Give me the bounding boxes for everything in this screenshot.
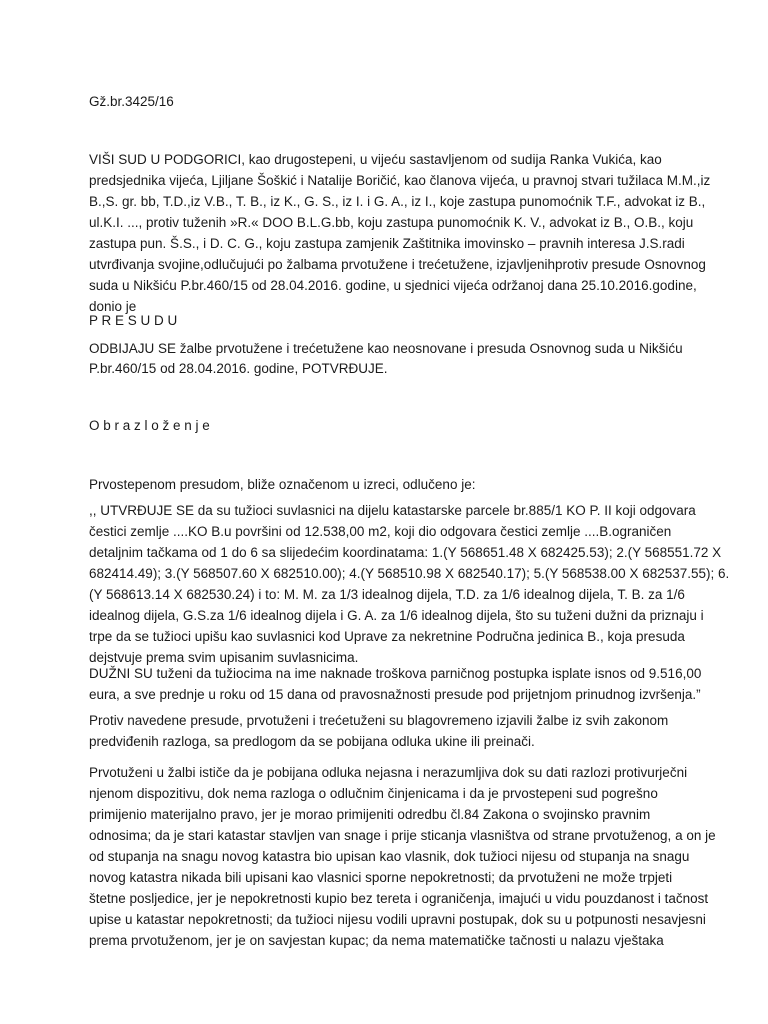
intro-line: suda u Nikšiću P.br.460/15 od 28.04.2016. godine, u sjednici vijeća održanoj dana 25.10.2016.godine, xyxy=(89,278,697,293)
verdict-line: P.br.460/15 od 28.04.2016. godine, POTVRĐUJE. xyxy=(89,361,388,376)
intro-line: ul.K.I. ..., protiv tuženih »R.« DOO B.L.G.bb, koju zastupa punomoćnik K. V., advokat iz B., O.B., koju xyxy=(89,215,694,230)
quote-line: idealnog dijela, G.S.za 1/6 idealnog dijela i G. A. za 1/6 idealnog dijela, što su tuženi dužni da priznaju i xyxy=(89,608,704,623)
defendant-line: štetne posljedice, jer je nepokretnosti kupio bez tereta i ograničenja, imajući u vidu pouzdanost i tačnost xyxy=(89,891,709,906)
first-instance-intro: Prvostepenom presudom, bliže označenom u izreci, odlučeno je: xyxy=(89,477,476,492)
quote-line: (Y 568613.14 X 682530.24) i to: M. M. za 1/3 idealnog dijela, T.D. za 1/6 idealnog dijela, T. B. za 1/6 xyxy=(89,587,685,602)
case-number: Gž.br.3425/16 xyxy=(89,94,174,109)
appeal-line: predviđenih razloga, sa predlogom da se pobijana odluka ukine ili preinači. xyxy=(89,734,535,749)
defendant-line: Prvotuženi u žalbi ističe da je pobijana odluka nejasna i nerazumljiva dok su dati razlozi protivurječni xyxy=(89,765,688,780)
verdict-heading: P R E S U D U xyxy=(89,313,178,328)
intro-line: VIŠI SUD U PODGORICI, kao drugostepeni, u vijeću sastavljenom od sudija Ranka Vukića, kao xyxy=(89,152,662,167)
reasoning-heading: O b r a z l o ž e n j e xyxy=(89,418,210,433)
defendant-line: odnosima; da je stari katastar stavljen van snage i prije sticanja vlasništva od strane prvotuženog, a on je xyxy=(89,828,716,843)
quote-line: dejstvuje prema svim upisanim suvlasnicima. xyxy=(89,650,359,665)
intro-line: B.,S. gr. bb, T.D.,iz V.B., T. B., iz K., G. S., iz I. i G. A., iz I., koje zastupa punomoćnik T.F., advokat iz B., xyxy=(89,194,706,209)
defendant-line: prema prvotuženom, jer je on savjestan kupac; da nema matematičke tačnosti u nalazu vještaka xyxy=(89,933,664,948)
intro-line: utvrđivanja svojine,odlučujući po žalbama prvotužene i trećetužene, izjavljenihprotiv presude Osnovnog xyxy=(89,257,706,272)
defendant-line: novog katastra nikada bili upisani kao vlasnici sporne nepokretnosti; da prvotuženi ne može trpjeti xyxy=(89,870,673,885)
intro-line: donio je xyxy=(89,299,137,314)
quote-line: trpe da se tužioci upišu kao suvlasnici kod Uprave za nekretnine Područna jedinica B., koja presuda xyxy=(89,629,685,644)
quote-line: 682414.49); 3.(Y 568507.60 X 682510.00); 4.(Y 568510.98 X 682540.17); 5.(Y 568538.00 X 682537.55); 6. xyxy=(89,566,730,581)
appeal-line: Protiv navedene presude, prvotuženi i trećetuženi su blagovremeno izjavili žalbe iz svih zakonom xyxy=(89,713,669,728)
intro-line: zastupa pun. Š.S., i D. C. G., koju zastupa zamjenik Zaštitnika imovinsko – pravnih interesa J.S.radi xyxy=(89,236,685,251)
intro-line: predsjednika vijeća, Ljiljane Šoškić i Natalije Boričić, kao članova vijeća, u pravnoj stvari tužilaca M.M.,iz xyxy=(89,173,711,188)
defendant-line: upise u katastar nepokretnosti; da tužioci nijesu vodili upravni postupak, dok su u potpunosti nesavjesni xyxy=(89,912,706,927)
quote-line: detaljnim tačkama od 1 do 6 sa slijedećim koordinatama: 1.(Y 568651.48 X 682425.53); 2.(Y 568551.72 X xyxy=(89,545,722,560)
defendant-line: od stupanja na snagu novog katastra bio upisan kao vlasnik, dok tužioci nijesu od stupanja na snagu xyxy=(89,849,690,864)
defendant-line: njenom dispozitivu, dok nema razloga o odlučnim činjenicama i da je prvostepeni sud pogrešno xyxy=(89,786,658,801)
defendant-line: primijenio materijalno pravo, jer je morao primijeniti odredbu čl.84 Zakona o svojinsko pravnim xyxy=(89,807,651,822)
quote-line: eura, a sve prednje u roku od 15 dana od pravosnažnosti presude pod prijetnjom prinudnog izvršenja.” xyxy=(89,687,701,702)
quote-line: DUŽNI SU tuženi da tužiocima na ime naknade troškova parničnog postupka isplate isnos od 9.516,00 xyxy=(89,666,702,681)
quote-line: čestici zemlje ....KO B.u površini od 12.538,00 m2, koji dio odgovara čestici zemlje ....B.ograničen xyxy=(89,524,672,539)
verdict-line: ODBIJAJU SE žalbe prvotužene i trećetužene kao neosnovane i presuda Osnovnog suda u Nikšiću xyxy=(89,341,683,356)
quote-line: ,, UTVRĐUJE SE da su tužioci suvlasnici na dijelu katastarske parcele br.885/1 KO P. II koji odgovara xyxy=(89,503,696,518)
